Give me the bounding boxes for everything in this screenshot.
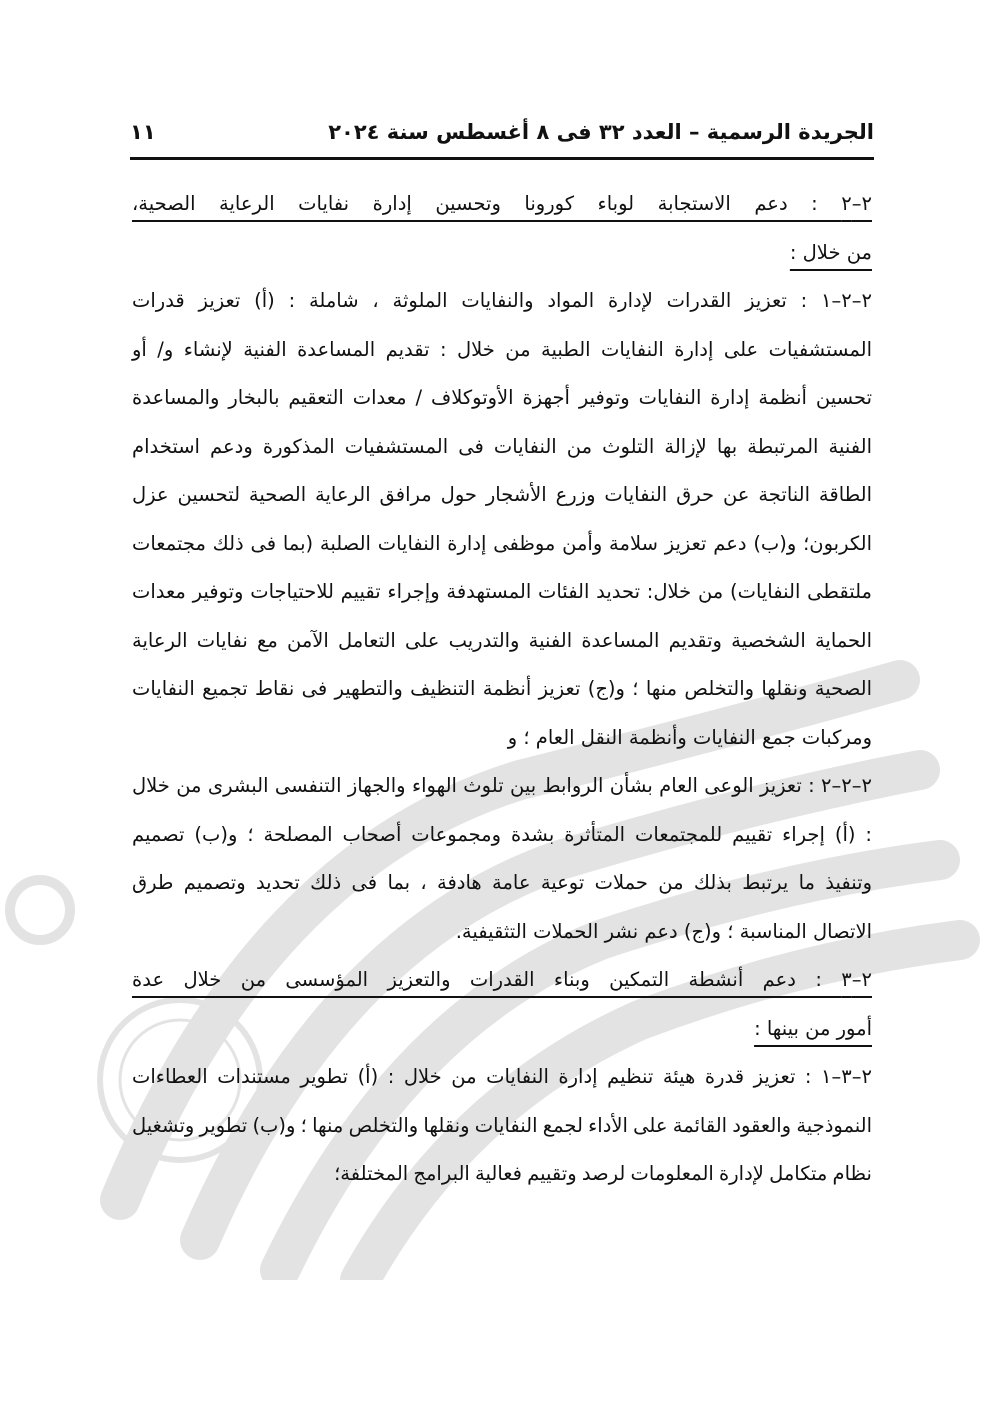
section-heading-2-3: ٢–٣ : دعم أنشطة التمكين وبناء القدرات والتعزيز المؤسسى من خلال عدة	[132, 968, 872, 991]
document-body	[132, 180, 872, 1199]
paragraph-2-2-2: ٢–٢–٢ : تعزيز الوعى العام بشأن الروابط بين تلوث الهواء والجهاز التنفسى البشرى من خلال : (أ) إجراء تقييم للمجتمعات المتأثرة بشدة ومجموعات أصحاب المصلحة ؛ و(ب) تصميم وتنفيذ ما يرتبط بذلك من حملات توعية عامة هادفة ، بما فى ذلك تحديد وتصميم طرق الاتصال المناسبة ؛ و(ج) دعم نشر الحملات التثقيفية.	[132, 774, 872, 943]
header-divider	[130, 157, 874, 160]
paragraph-2-3-1: ٢–٣–١ : تعزيز قدرة هيئة تنظيم إدارة النفايات من خلال : (أ) تطوير مستندات العطاءات النموذجية والعقود القائمة على الأداء لجمع النفايات ونقلها والتخلص منها ؛ و(ب) تطوير وتشغيل نظام متكامل لإدارة المعلومات لرصد وتقييم فعالية البرامج المختلفة؛	[132, 1065, 872, 1185]
section-heading-2-2: ٢–٢ : دعم الاستجابة لوباء كورونا وتحسين إدارة نفايات الرعاية الصحية،	[132, 192, 872, 215]
paragraph-2-2-1: ٢–٢–١ : تعزيز القدرات لإدارة المواد والنفايات الملوثة ، شاملة : (أ) تعزيز قدرات المستشفيات على إدارة النفايات الطبية من خلال : تقديم المساعدة الفنية لإنشاء و/ أو تحسين أنظمة إدارة النفايات وتوفير أجهزة الأوتوكلاف / معدات التعقيم بالبخار والمساعدة الفنية المرتبطة بها لإزالة التلوث من النفايات فى المستشفيات المذكورة ودعم استخدام الطاقة الناتجة عن حرق النفايات وزرع الأشجار حول مرافق الرعاية الصحية لتحسين عزل الكربون؛ و(ب) دعم تعزيز سلامة وأمن موظفى إدارة النفايات الصلبة (بما فى ذلك مجتمعات ملتقطى النفايات) من خلال: تحديد الفئات المستهدفة وإجراء تقييم للاحتياجات وتوفير معدات الحماية الشخصية وتقديم المساعدة الفنية والتدريب على التعامل الآمن مع نفايات الرعاية الصحية ونقلها والتخلص منها ؛ و(ج) تعزيز أنظمة التنظيف والتطهير فى نقاط تجميع النفايات ومركبات جمع النفايات وأنظمة النقل العام ؛ و	[132, 289, 872, 749]
page-number: ١١	[130, 120, 156, 144]
section-heading-2-2-continuation: من خلال :	[789, 240, 872, 264]
section-heading-2-3-continuation: أمور من بينها :	[754, 1016, 872, 1040]
header-title: الجريدة الرسمية – العدد ٣٢ فى ٨ أغسطس سنة ٢٠٢٤	[328, 120, 874, 144]
page-header	[130, 110, 874, 154]
